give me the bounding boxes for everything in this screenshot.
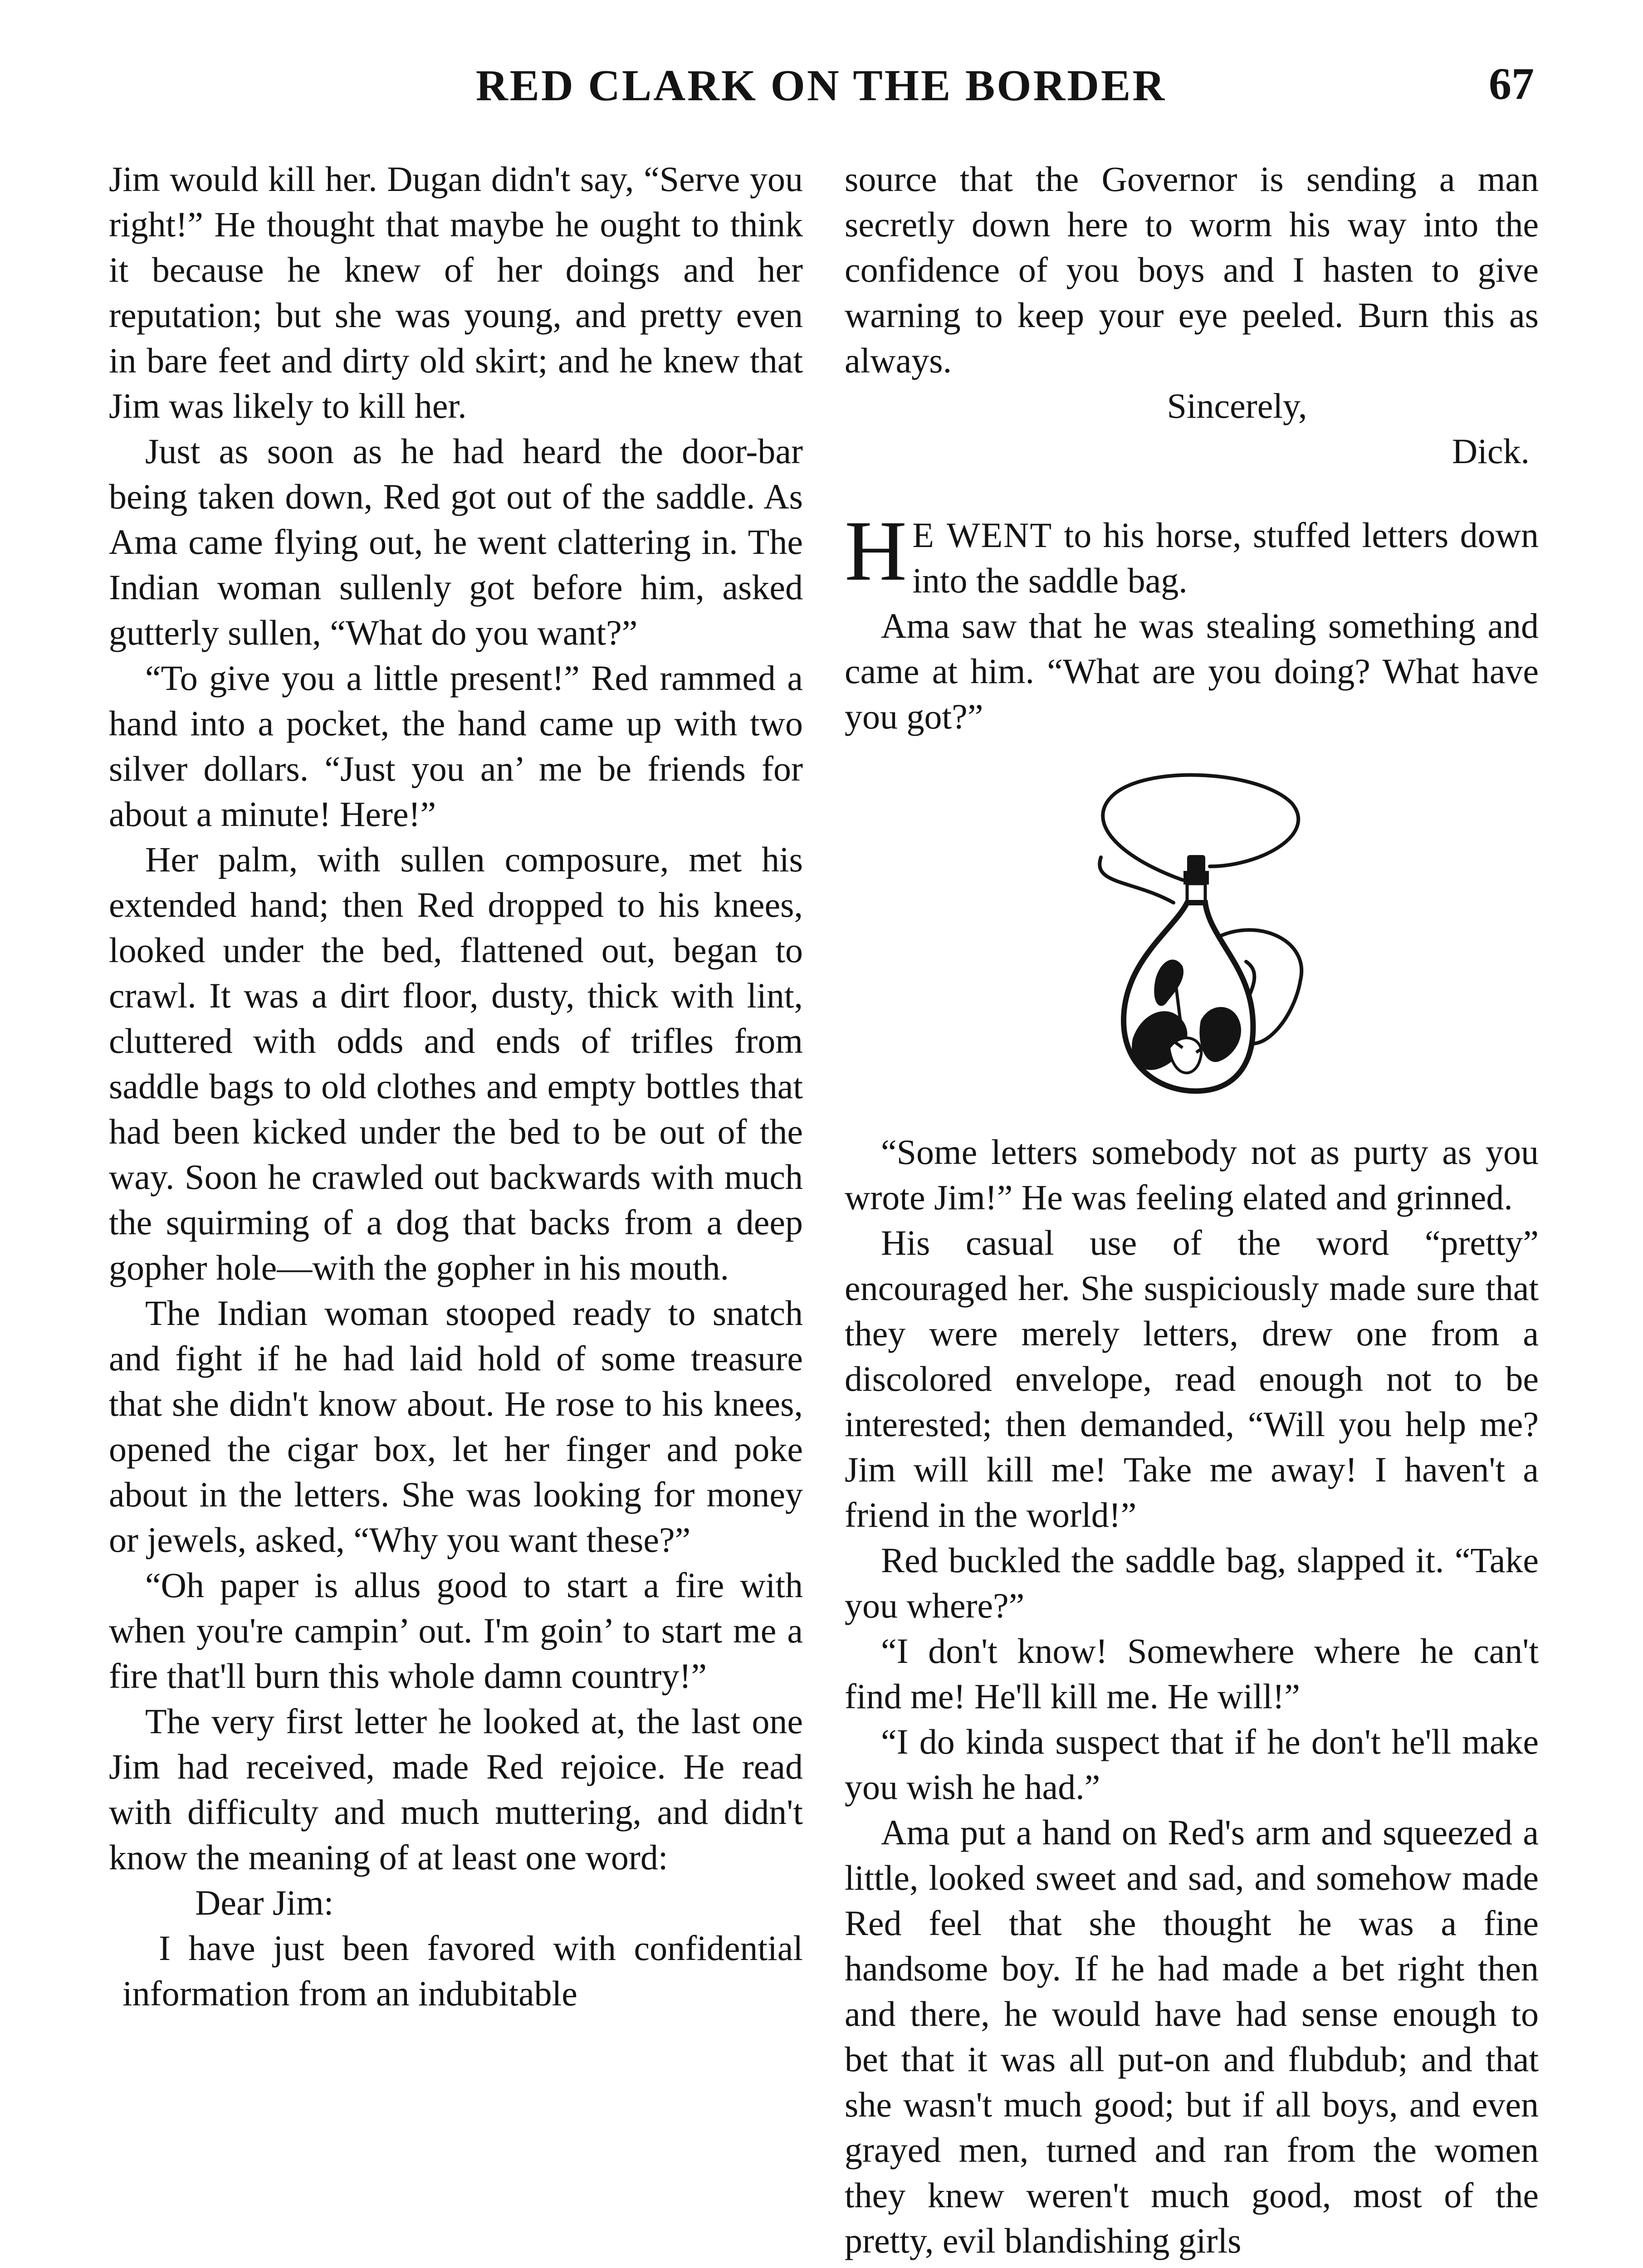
paragraph: “I don't know! Somewhere where he can't find me! He'll kill me. He will!”	[845, 1631, 1539, 1716]
letter-body-start: I have just been favored with confidential information from an indubitable	[122, 1928, 803, 2013]
small-caps-lead: E WENT	[912, 515, 1053, 555]
paragraph: The Indian woman stooped ready to snatch and fight if he had laid hold of some treasure that she didn't know about. He rose to his knees, opened the cigar box, let her finger and poke about in the letters. She was looking for money or jewels, asked, “Why you want these?”	[109, 1293, 803, 1559]
powder-flask-illustration-icon	[1065, 767, 1319, 1111]
right-column	[845, 156, 1539, 2263]
paragraph: Jim would kill her. Dugan didn't say, “Serve you right!” He thought that maybe he ought to think it because he knew of her doings and her reputation; but she was young, and pretty even in bare feet and dirty old skirt; and he knew that Jim was likely to kill her.	[109, 159, 803, 425]
section-first-text: to his horse, stuffed letters down into the saddle bag.	[912, 515, 1539, 600]
paragraph: “Some letters somebody not as purty as you wrote Jim!” He was feeling elated and grinned.	[845, 1132, 1539, 1217]
letter-salutation: Dear Jim:	[195, 1883, 334, 1922]
paragraph: “Oh paper is allus good to start a fire with when you're campin’ out. I'm goin’ to start me a fire that'll burn this whole damn country!”	[109, 1565, 803, 1696]
paragraph: “To give you a little present!” Red rammed a hand into a pocket, the hand came up with two silver dollars. “Just you an’ me be friends for about a minute! Here!”	[109, 658, 803, 834]
page-number: 67	[1489, 59, 1534, 109]
paragraph: “I do kinda suspect that if he don't he'll make you wish he had.”	[845, 1722, 1539, 1807]
drop-cap: H	[845, 503, 907, 599]
letter-signature: Dick.	[1452, 431, 1530, 471]
left-column	[109, 156, 803, 2016]
paragraph: Ama saw that he was stealing something and came at him. “What are you doing? What have you got?”	[845, 606, 1539, 736]
section-opening-paragraph	[845, 503, 1539, 603]
paragraph: The very first letter he looked at, the last one Jim had received, made Red rejoice. He read with difficulty and much muttering, and didn't know the meaning of at least one word:	[109, 1701, 803, 1877]
paragraph: Her palm, with sullen composure, met his extended hand; then Red dropped to his knees, looked under the bed, flattened out, began to crawl. It was a dirt floor, dusty, thick with lint, cluttered with odds and ends of trifles from saddle bags to old clothes and empty bottles that had been kicked under the bed to be out of the way. Soon he crawled out backwards with much the squirming of a dog that backs from a deep gopher hole—with the gopher in his mouth.	[109, 840, 803, 1287]
paragraph: Red buckled the saddle bag, slapped it. “Take you where?”	[845, 1540, 1539, 1625]
paragraph: Just as soon as he had heard the door-bar being taken down, Red got out of the saddle. As Ama came flying out, he went clattering in. The Indian woman sullenly got before him, asked gutterly sullen, “What do you want?”	[109, 431, 803, 652]
paragraph: Ama put a hand on Red's arm and squeezed a little, looked sweet and sad, and somehow made Red feel that she thought he was a fine handsome boy. If he had made a bet right then and there, he would have had sense enough to bet that it was all put-on and flubdub; and that she wasn't much good; but if all boys, and even grayed men, turned and ran from the women they knew weren't much good, most of the pretty, evil blandishing girls	[845, 1813, 1539, 2260]
letter-body-continued: source that the Governor is sending a man secretly down here to worm his way into the confidence of you boys and I hasten to give warning to keep your eye peeled. Burn this as always.	[845, 159, 1539, 380]
letter-closing: Sincerely,	[1167, 386, 1307, 425]
running-header-title: RED CLARK ON THE BORDER	[475, 61, 1167, 110]
paragraph: His casual use of the word “pretty” encouraged her. She suspiciously made sure that they were merely letters, drew one from a discolored envelope, read enough not to be interested; then demanded, “Will you help me? Jim will kill me! Take me away! I haven't a friend in the world!”	[845, 1223, 1539, 1535]
